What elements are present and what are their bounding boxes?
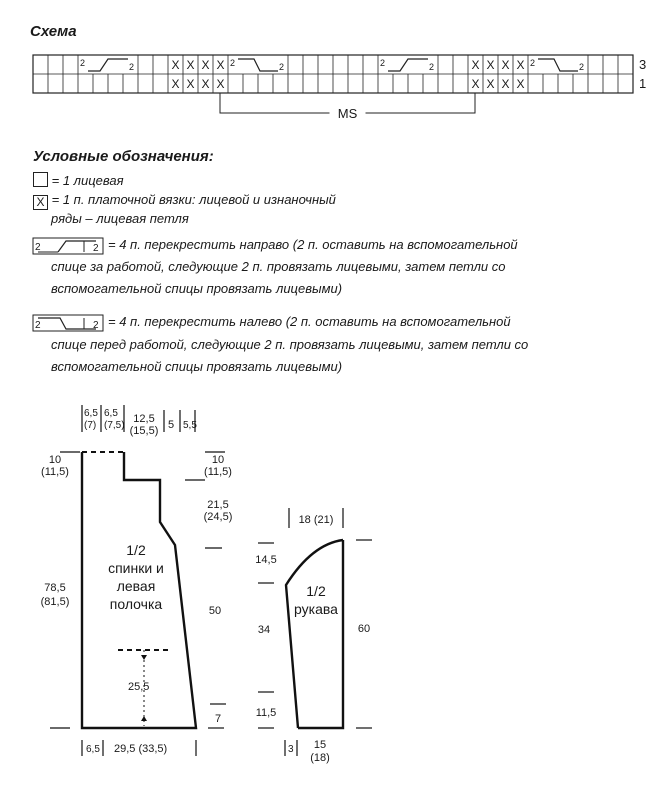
body-outline xyxy=(82,452,196,728)
chart-cable-num: 2 xyxy=(429,62,435,72)
dim-right-bottom: 7 xyxy=(214,713,222,725)
chart-cable-num: 2 xyxy=(579,62,585,72)
stitch-chart xyxy=(0,0,671,140)
dim-left-total2: (81,5) xyxy=(40,596,70,608)
dim-bottom-b: 29,5 (33,5) xyxy=(114,743,168,755)
chart-x-cell: X xyxy=(516,58,525,72)
legend-cross-left-text-3: вспомогательной спицы провязать лицевыми) xyxy=(51,359,343,374)
legend-garter-text-2: ряды – лицевая петля xyxy=(51,211,189,226)
dim-top-e: 5,5 xyxy=(183,420,197,431)
cross-left-num-b: 2 xyxy=(93,320,99,331)
chart-x-cell: X xyxy=(486,77,495,91)
dim-top-a2: (7) xyxy=(84,420,97,431)
sleeve-label-1: 1/2 xyxy=(306,583,326,599)
dim-top-c2: (15,5) xyxy=(129,425,159,437)
chart-cable-num: 2 xyxy=(279,62,285,72)
pocket-arrow-top xyxy=(141,655,147,660)
chart-x-cell: X xyxy=(486,58,495,72)
dim-top-a: 6,5 xyxy=(84,408,98,419)
dim-sleeve-cap: 14,5 xyxy=(255,554,277,566)
chart-cable-num: 2 xyxy=(380,58,386,68)
legend-knit xyxy=(33,172,124,190)
legend-cross-right-text-3: вспомогательной спицы провязать лицевыми) xyxy=(51,281,343,296)
dim-sleeve-mid: 34 xyxy=(257,624,271,636)
dim-sleeve-top: 18 (21) xyxy=(298,514,334,526)
sleeve-label-2: рукава xyxy=(294,601,338,617)
chart-cable-num: 2 xyxy=(129,62,135,72)
chart-x-cell: X xyxy=(186,77,195,91)
chart-cross-left xyxy=(538,59,578,71)
legend-cross-right-text-2: спице за работой, следующие 2 п. провязать лицевыми, затем петли со xyxy=(51,259,506,274)
dim-top-b: 6,5 xyxy=(104,408,118,419)
dim-bottom-a: 6,5 xyxy=(86,744,100,755)
chart-cable-num: 2 xyxy=(80,58,86,68)
dim-right-arm2: (24,5) xyxy=(203,511,233,523)
chart-cable-num: 2 xyxy=(530,58,536,68)
legend-knit-text: = 1 лицевая xyxy=(51,173,124,188)
chart-x-cell: X xyxy=(471,58,480,72)
sleeve-outline-left xyxy=(286,540,343,728)
dim-sleeve-bottom-b: 15 xyxy=(313,739,327,751)
dim-top-b2: (7,5) xyxy=(104,420,125,431)
dim-pocket: 25,5 xyxy=(128,681,150,693)
chart-x-cell: X xyxy=(501,58,510,72)
row-label-1: 1 xyxy=(639,76,647,91)
dim-right-neck2: (11,5) xyxy=(204,466,232,478)
body-label-4: полочка xyxy=(109,596,163,612)
legend-cross-left-text: = 4 п. перекрестить налево (2 п. оставить на вспомогательной xyxy=(108,314,511,329)
legend-garter-text: = 1 п. платочной вязки: лицевой и изнаночный xyxy=(51,192,336,207)
body-label-2: спинки и xyxy=(108,560,164,576)
legend-garter xyxy=(33,191,336,210)
dim-sleeve-bottom-b2: (18) xyxy=(310,752,330,764)
dim-top-c: 12,5 xyxy=(133,413,155,425)
x-cell-symbol: X xyxy=(33,195,48,210)
chart-cross-left xyxy=(238,59,278,71)
chart-x-cell: X xyxy=(516,77,525,91)
chart-x-cell: X xyxy=(216,58,225,72)
chart-cross-right xyxy=(388,59,428,71)
legend-cross-right-text: = 4 п. перекрестить направо (2 п. оставить на вспомогательной xyxy=(108,237,518,252)
legend-title: Условные обозначения: xyxy=(33,148,214,165)
chart-cross-right xyxy=(88,59,128,71)
dim-sleeve-cuff: 11,5 xyxy=(255,707,277,719)
scheme-title: Схема xyxy=(30,23,77,40)
dim-right-side: 50 xyxy=(208,605,222,617)
body-label-1: 1/2 xyxy=(126,542,146,558)
cross-right-num-a: 2 xyxy=(35,242,41,253)
chart-x-cell: X xyxy=(201,77,210,91)
cross-right-symbol xyxy=(33,238,103,254)
empty-cell-symbol xyxy=(33,172,48,187)
chart-x-cell: X xyxy=(216,77,225,91)
chart-x-cell: X xyxy=(186,58,195,72)
chart-x-cell: X xyxy=(501,77,510,91)
chart-x-cell: X xyxy=(171,58,180,72)
chart-x-cell: X xyxy=(201,58,210,72)
dim-left-total: 78,5 xyxy=(44,582,66,594)
cross-left-symbol xyxy=(33,315,103,331)
ms-label: MS xyxy=(337,106,358,121)
chart-cable-num: 2 xyxy=(230,58,236,68)
cross-right-num-b: 2 xyxy=(93,243,99,254)
row-label-3: 3 xyxy=(639,57,647,72)
dim-right-arm: 21,5 xyxy=(207,499,229,511)
body-label-3: левая xyxy=(116,578,156,594)
chart-x-cell: X xyxy=(171,77,180,91)
cross-left-num-a: 2 xyxy=(35,320,41,331)
pocket-arrow-bottom xyxy=(141,716,147,721)
legend-cross-left-text-2: спице перед работой, следующие 2 п. провязать лицевыми, затем петли со xyxy=(51,337,529,352)
chart-x-cell: X xyxy=(471,77,480,91)
dim-sleeve-bottom-a: 3 xyxy=(288,744,294,755)
dim-top-d: 5 xyxy=(168,419,175,431)
sleeve-outline-base xyxy=(287,540,343,728)
dim-sleeve-total: 60 xyxy=(357,623,371,635)
dim-left-neck2: (11,5) xyxy=(41,466,69,478)
dim-left-neck: 10 xyxy=(48,454,62,466)
dim-right-neck: 10 xyxy=(211,454,225,466)
sleeve-outline-right xyxy=(298,540,343,728)
